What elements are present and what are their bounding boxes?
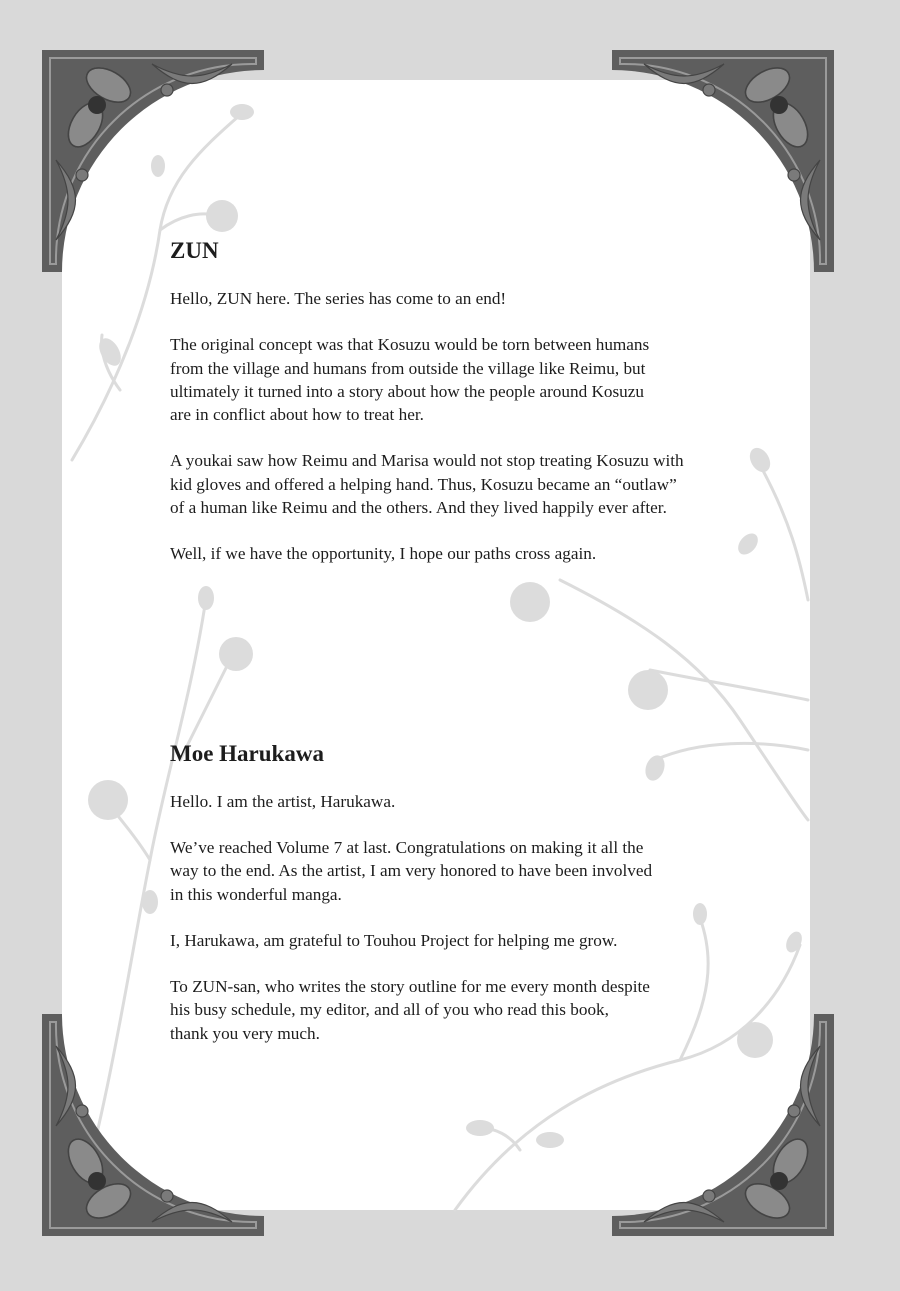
- text-line: way to the end. As the artist, I am very honored to have been involved: [170, 861, 653, 881]
- section-heading: Moe Harukawa: [170, 740, 324, 766]
- text-line: from the village and humans from outside the village like Reimu, but: [170, 358, 646, 378]
- paragraph: [170, 333, 770, 426]
- section-moe-harukawa: [170, 739, 770, 1045]
- text-line: To ZUN-san, who writes the story outline for me every month despite: [170, 977, 650, 997]
- section-heading: ZUN: [170, 238, 219, 263]
- paragraph: [170, 929, 770, 952]
- text-line: thank you very much.: [170, 1023, 320, 1043]
- text-line: his busy schedule, my editor, and all of you who read this book,: [170, 1000, 609, 1020]
- text-line: I, Harukawa, am grateful to Touhou Project for helping me grow.: [170, 930, 618, 950]
- text-line: Hello, ZUN here. The series has come to an end!: [170, 289, 507, 308]
- text-line: Hello. I am the artist, Harukawa.: [170, 791, 396, 811]
- text-line: of a human like Reimu and the others. And they lived happily ever after.: [170, 498, 667, 518]
- paragraph: [170, 975, 770, 1045]
- text-line: kid gloves and offered a helping hand. Thus, Kosuzu became an “outlaw”: [170, 474, 677, 494]
- text-line: are in conflict about how to treat her.: [170, 405, 424, 425]
- section-spacer: [170, 589, 770, 739]
- text-line: ultimately it turned into a story about how the people around Kosuzu: [170, 381, 644, 401]
- text-line: A youkai saw how Reimu and Marisa would not stop treating Kosuzu with: [170, 451, 684, 471]
- text-line: in this wonderful manga.: [170, 884, 342, 904]
- section-zun: [170, 236, 770, 566]
- paragraph: [170, 287, 770, 310]
- afterword-content: [170, 236, 770, 1068]
- text-line: We’ve reached Volume 7 at last. Congratulations on making it all the: [170, 837, 644, 857]
- paragraph: [170, 542, 770, 565]
- paragraph: [170, 449, 770, 519]
- paragraph: [170, 790, 770, 813]
- paragraph: [170, 836, 770, 906]
- text-line: Well, if we have the opportunity, I hope our paths cross again.: [170, 544, 597, 564]
- text-line: The original concept was that Kosuzu would be torn between humans: [170, 335, 650, 355]
